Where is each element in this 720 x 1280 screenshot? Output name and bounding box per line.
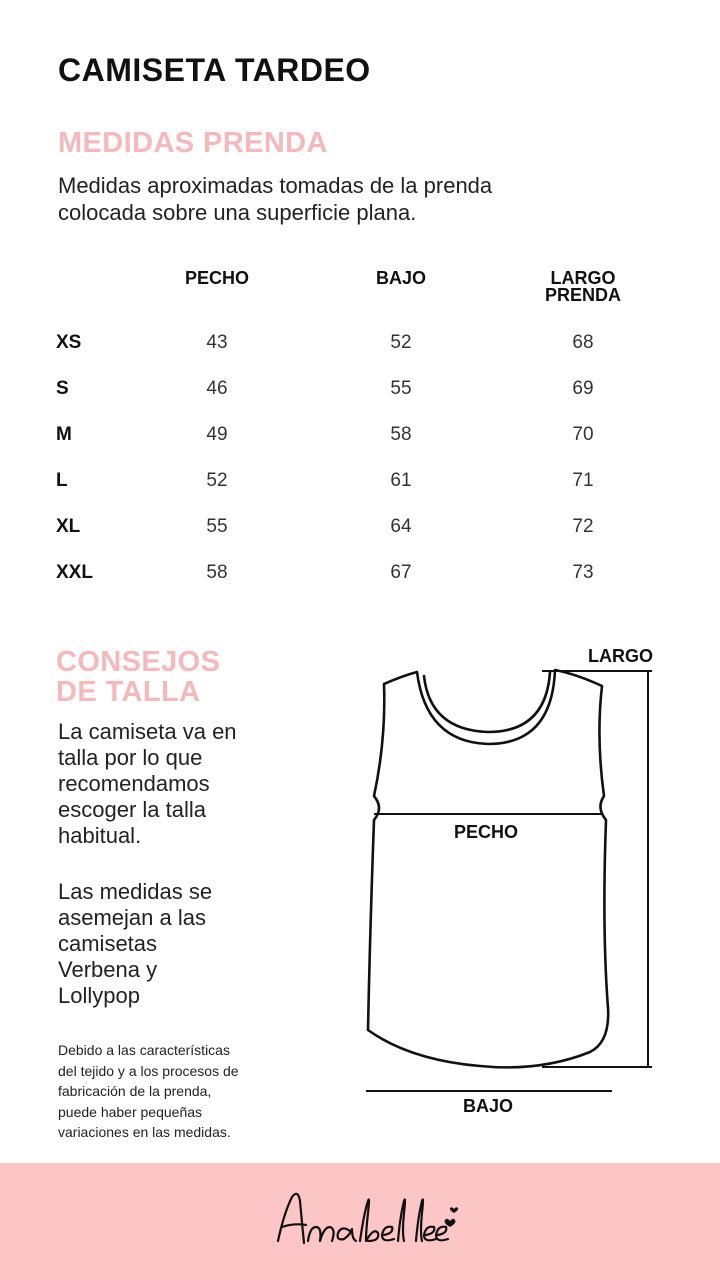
measures-heading: MEDIDAS PRENDA [58,127,328,159]
footer-band [0,1163,720,1280]
tips-paragraph-similar: Las medidas se asemejan a las camisetas Verbena y Lollypop [58,879,213,1008]
header-pecho: PECHO [184,268,249,288]
header-largo [533,270,633,304]
bajo-value: 52 [390,332,412,353]
measures-intro-line1: Medidas aproximadas tomadas de la prenda [58,173,493,198]
size-label: L [56,470,68,491]
header-largo-line1: LARGO [550,268,616,288]
bajo-value: 55 [390,378,412,399]
largo-value: 72 [572,516,594,537]
pecho-value: 49 [206,424,228,445]
bajo-value: 61 [390,470,412,491]
garment-outline [368,670,608,1067]
tips-heading-line1: CONSEJOS [56,646,221,678]
garment-diagram [340,630,720,1130]
size-label: XXL [56,562,93,583]
measures-intro-line2: colocada sobre una superficie plana. [58,200,417,225]
largo-value: 69 [572,378,594,399]
tips-heading-line2: DE TALLA [56,676,201,708]
bajo-label: BAJO [463,1096,514,1116]
bajo-value: 64 [390,516,412,537]
size-label: S [56,378,69,399]
largo-value: 68 [572,332,594,353]
pecho-value: 46 [206,378,228,399]
largo-value: 73 [572,562,594,583]
pecho-value: 52 [206,470,228,491]
hearts-icon [445,1207,459,1227]
tips-paragraph-fit: La camiseta va en talla por lo que recomendamos escoger la talla habitual. [58,719,237,848]
page-title: CAMISETA TARDEO [58,52,371,88]
tank-top-illustration [340,630,720,1130]
largo-label: LARGO [588,646,653,666]
tips-disclaimer: Debido a las características del tejido y a los procesos de fabricación de la prenda, puede haber pequeñas variaciones en las medidas. [58,1042,239,1140]
size-label: M [56,424,72,445]
pecho-label: PECHO [454,822,519,842]
header-largo-line2: PRENDA [544,285,621,305]
header-bajo: BAJO [375,268,426,288]
pecho-value: 43 [206,332,228,353]
tips-heading [56,647,220,707]
pecho-value: 58 [206,562,228,583]
size-label: XL [56,516,81,537]
anabel-lee-logo [270,1183,460,1253]
measures-intro [58,172,618,226]
neckline-inner [424,672,550,732]
size-label: XS [56,332,82,353]
largo-value: 71 [572,470,594,491]
pecho-value: 55 [206,516,228,537]
bajo-value: 58 [390,424,412,445]
largo-value: 70 [572,424,594,445]
bajo-value: 67 [390,562,412,583]
